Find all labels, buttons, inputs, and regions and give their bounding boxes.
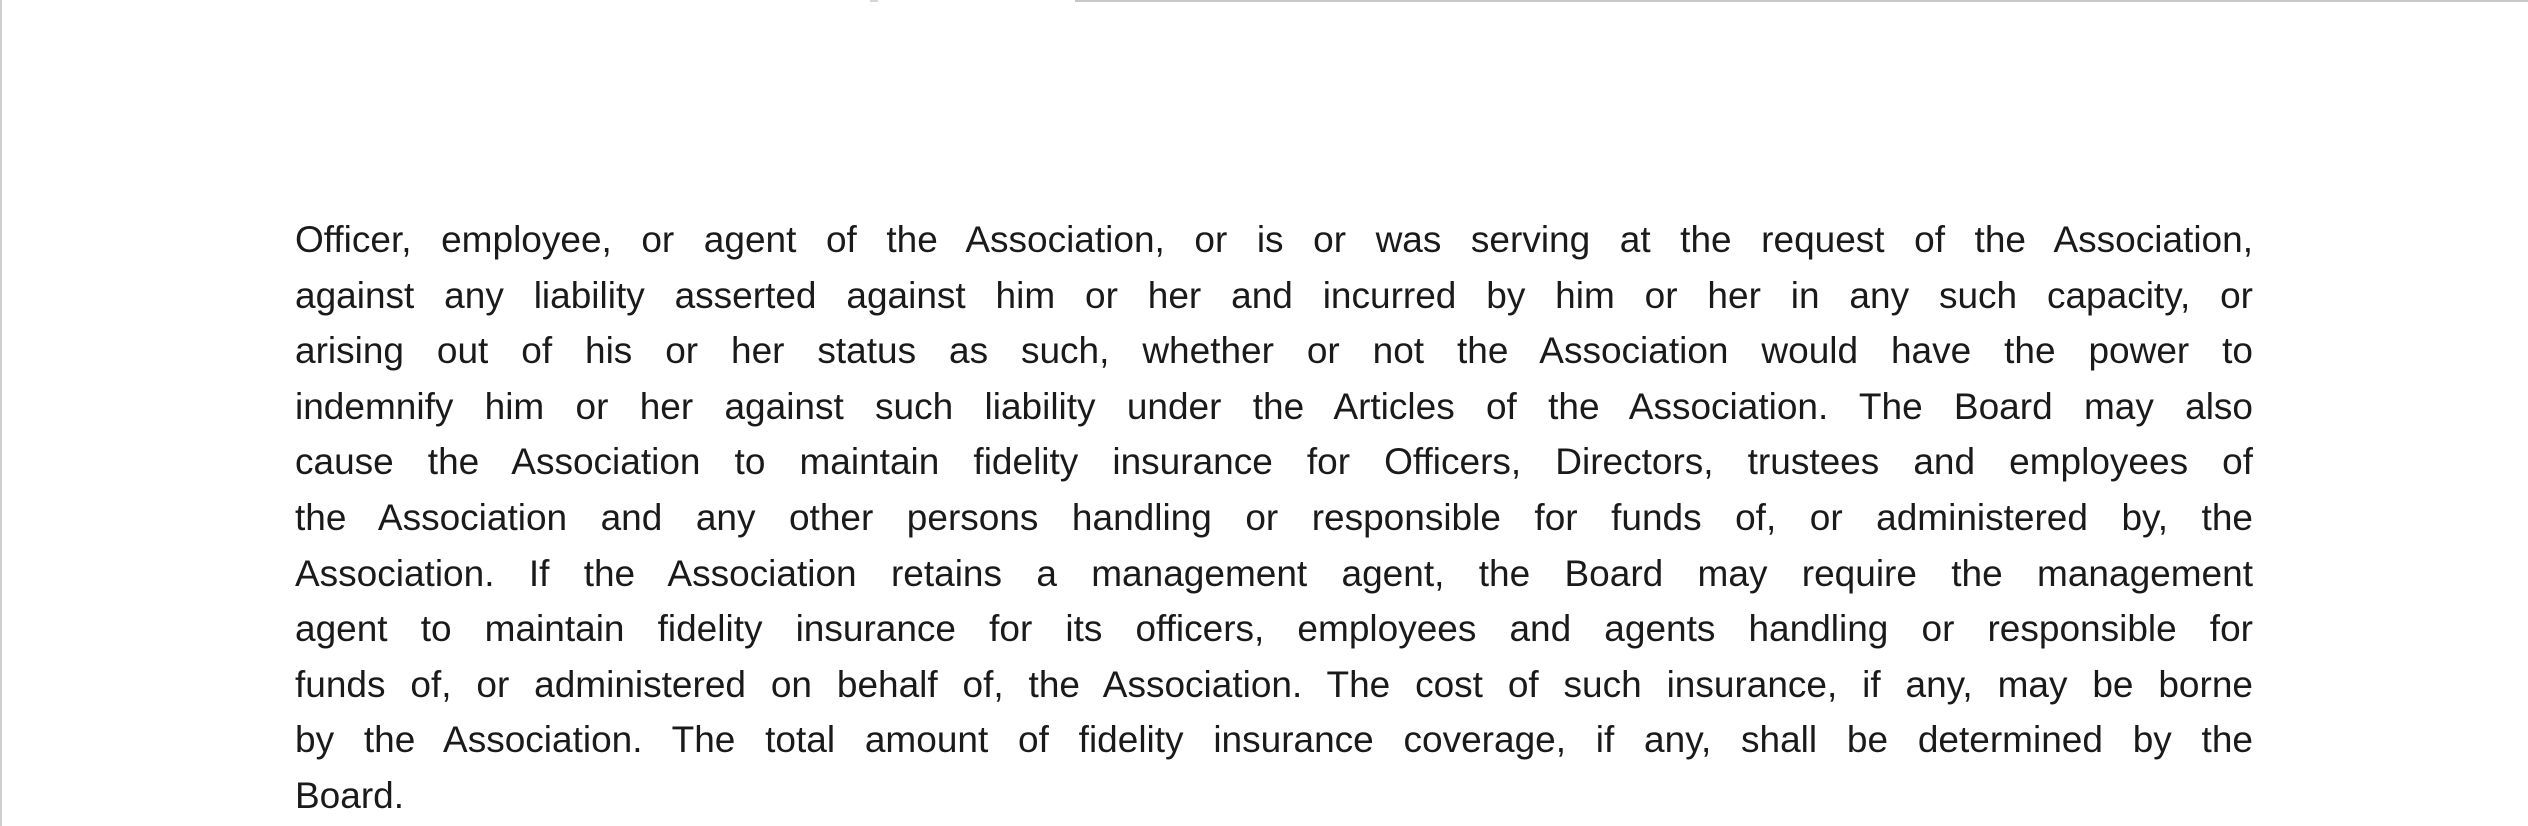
- paragraph-line: the Association and any other persons handling or responsible for funds of, or administered by, the: [295, 496, 2253, 538]
- paragraph-line: arising out of his or her status as such, whether or not the Association would have the power to: [295, 330, 2253, 372]
- paragraph-line: Officer, employee, or agent of the Association, or is or was serving at the request of the Association,: [295, 219, 2253, 260]
- paragraph-line: cause the Association to maintain fidelity insurance for Officers, Directors, trustees and employees of: [295, 441, 2253, 483]
- page-top-edge-fragment: [870, 0, 878, 2]
- body-paragraph: [295, 212, 2253, 824]
- paragraph-line-last: Board.: [295, 774, 405, 816]
- paragraph-line: by the Association. The total amount of fidelity insurance coverage, if any, shall be determined by the: [295, 719, 2253, 761]
- paragraph-line: funds of, or administered on behalf of, the Association. The cost of such insurance, if any, may be borne: [295, 663, 2253, 705]
- paragraph-line: indemnify him or her against such liability under the Articles of the Association. The Board may also: [295, 385, 2253, 427]
- page-left-edge: [0, 0, 2, 826]
- paragraph-line: Association. If the Association retains a management agent, the Board may require the management: [295, 552, 2253, 594]
- page-top-edge: [1075, 0, 2528, 2]
- paragraph-line: agent to maintain fidelity insurance for its officers, employees and agents handling or responsible for: [295, 608, 2253, 650]
- paragraph-line: against any liability asserted against him or her and incurred by him or her in any such capacity, or: [295, 274, 2253, 316]
